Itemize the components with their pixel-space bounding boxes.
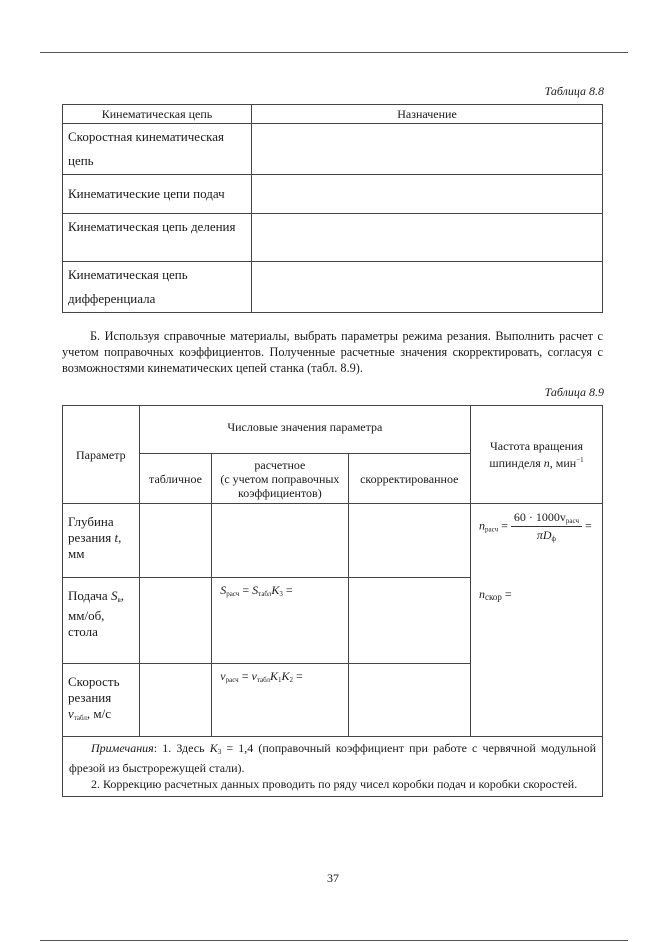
s-var: S	[220, 583, 227, 597]
header-rule	[40, 52, 628, 53]
k1-sub: 1	[277, 676, 282, 684]
tabular-value-cell[interactable]	[139, 578, 212, 664]
param-var: S	[110, 588, 118, 603]
equals: =	[585, 518, 592, 533]
paragraph-b-text: Б. Используя справочные материалы, выбрать параметры режима резания. Выполнить расчет с учетом поправочных коэффициентов. Полученные расчетные значения скорректировать, согласуя с возможностями кинематических цепей станка (табл. 8.9).	[62, 329, 603, 375]
param-label: Скорость резания	[68, 674, 120, 705]
note1-sub: 3	[217, 748, 222, 756]
header-purpose: Назначение	[252, 105, 603, 124]
k2-var: K	[281, 669, 290, 683]
k1-var: K	[269, 669, 278, 683]
fraction	[511, 510, 582, 543]
v-tabl-var: v	[251, 669, 257, 683]
corrected-value-cell[interactable]	[348, 664, 471, 737]
notes-cell	[63, 737, 603, 797]
calculated-note: (с учетом поправочных коэффициентов)	[220, 471, 340, 500]
spindle-frequency-cell[interactable]	[471, 504, 603, 737]
chain-cell: Кинематическая цепь дифференциала	[63, 262, 252, 313]
tabular-value-cell[interactable]	[139, 504, 212, 578]
calculated-value-cell[interactable]	[212, 578, 348, 664]
table-notes-row	[63, 737, 603, 797]
equals: =	[501, 518, 508, 533]
v-sub: расч	[225, 676, 239, 684]
k-sub: 3	[279, 590, 283, 598]
s-tabl-sub: табл	[258, 590, 272, 598]
n-sub: скор	[485, 592, 502, 602]
table-row	[63, 214, 603, 262]
table-8-8-caption: Таблица 8.8	[544, 84, 604, 98]
table-header-row	[63, 406, 603, 454]
chain-cell: Скоростная кинематическая цепь	[63, 124, 252, 175]
calculated-value-cell[interactable]	[212, 664, 348, 737]
equals: =	[241, 669, 249, 683]
page-number: 37	[327, 871, 339, 885]
corrected-value-cell[interactable]	[348, 504, 471, 578]
note1-text: = 1,4 (поправочный коэффициент при работе с червячной модульной фрезой из быстрорежущей стали).	[69, 741, 597, 775]
den-text: πD	[536, 528, 552, 542]
v-var: v	[220, 669, 226, 683]
header-tabular: табличное	[139, 454, 212, 504]
chain-cell: Кинематическая цепь деления	[63, 214, 252, 262]
param-sub: табл	[73, 714, 87, 722]
s-sub: расч	[226, 590, 240, 598]
note-2: 2. Коррекцию расчетных данных проводить по ряду чисел коробки подач и коробки скоростей.	[91, 777, 578, 791]
param-var: t	[114, 530, 119, 545]
header-corrected: скорректированное	[348, 454, 471, 504]
purpose-cell[interactable]	[252, 124, 603, 175]
table-header-row	[63, 105, 603, 124]
num-text: 60 · 1000v	[513, 510, 566, 524]
spindle-freq-var: n	[543, 456, 550, 470]
header-kinematic-chain: Кинематическая цепь	[63, 105, 252, 124]
header-numeric-values: Числовые значения параметра	[139, 406, 470, 454]
spindle-freq-exp: −1	[576, 456, 584, 464]
n-var: n	[479, 587, 485, 601]
param-unit: , мм/об, стола	[68, 588, 124, 639]
fraction-numerator	[511, 510, 582, 527]
equals: =	[504, 587, 512, 601]
note-1	[69, 740, 596, 776]
note1-prefix: : 1. Здесь	[153, 741, 210, 755]
spindle-freq-label: Частота вращения шпинделя	[489, 439, 584, 470]
header-spindle-frequency	[471, 406, 603, 504]
n-sub: расч	[485, 525, 499, 534]
v-tabl-sub: табл	[256, 676, 270, 684]
calculated-value-cell[interactable]	[212, 504, 348, 578]
table-row	[63, 175, 603, 214]
param-label: Подача	[68, 588, 111, 603]
table-8-8	[62, 104, 603, 313]
table-row	[63, 124, 603, 175]
param-unit: , м/с	[86, 706, 112, 721]
n-corr-formula	[479, 587, 594, 602]
chain-cell: Кинематические цепи подач	[63, 175, 252, 214]
table-row-depth	[63, 504, 603, 578]
spindle-freq-unit: , мин	[549, 456, 577, 470]
note1-var: K	[209, 741, 218, 755]
param-cell	[63, 578, 140, 664]
purpose-cell[interactable]	[252, 175, 603, 214]
purpose-cell[interactable]	[252, 262, 603, 313]
header-parameter: Параметр	[63, 406, 140, 504]
den-sub: ф	[551, 535, 557, 543]
param-cell	[63, 664, 140, 737]
footer-rule	[40, 940, 628, 941]
purpose-cell[interactable]	[252, 214, 603, 262]
equals: =	[285, 583, 293, 597]
param-cell	[63, 504, 140, 578]
param-unit: , мм	[68, 530, 122, 561]
equals: =	[242, 583, 250, 597]
num-sub: расч	[565, 517, 579, 525]
tabular-value-cell[interactable]	[139, 664, 212, 737]
table-8-9	[62, 405, 603, 797]
table-row	[63, 262, 603, 313]
s-tabl-var: S	[252, 583, 259, 597]
header-calculated	[212, 454, 348, 504]
param-label: Глубина резания	[68, 514, 115, 545]
param-var: v	[68, 706, 74, 721]
k-var: K	[271, 583, 280, 597]
n-var: n	[479, 518, 485, 533]
param-sub: в	[117, 596, 121, 604]
table-8-9-caption: Таблица 8.9	[544, 385, 604, 399]
notes-label: Примечания	[91, 741, 154, 755]
equals: =	[296, 669, 303, 683]
k2-sub: 2	[289, 676, 293, 684]
fraction-denominator	[511, 527, 582, 543]
n-calc-formula	[479, 510, 594, 543]
corrected-value-cell[interactable]	[348, 578, 471, 664]
instruction-paragraph	[62, 328, 603, 376]
calculated-label: расчетное	[254, 457, 306, 472]
